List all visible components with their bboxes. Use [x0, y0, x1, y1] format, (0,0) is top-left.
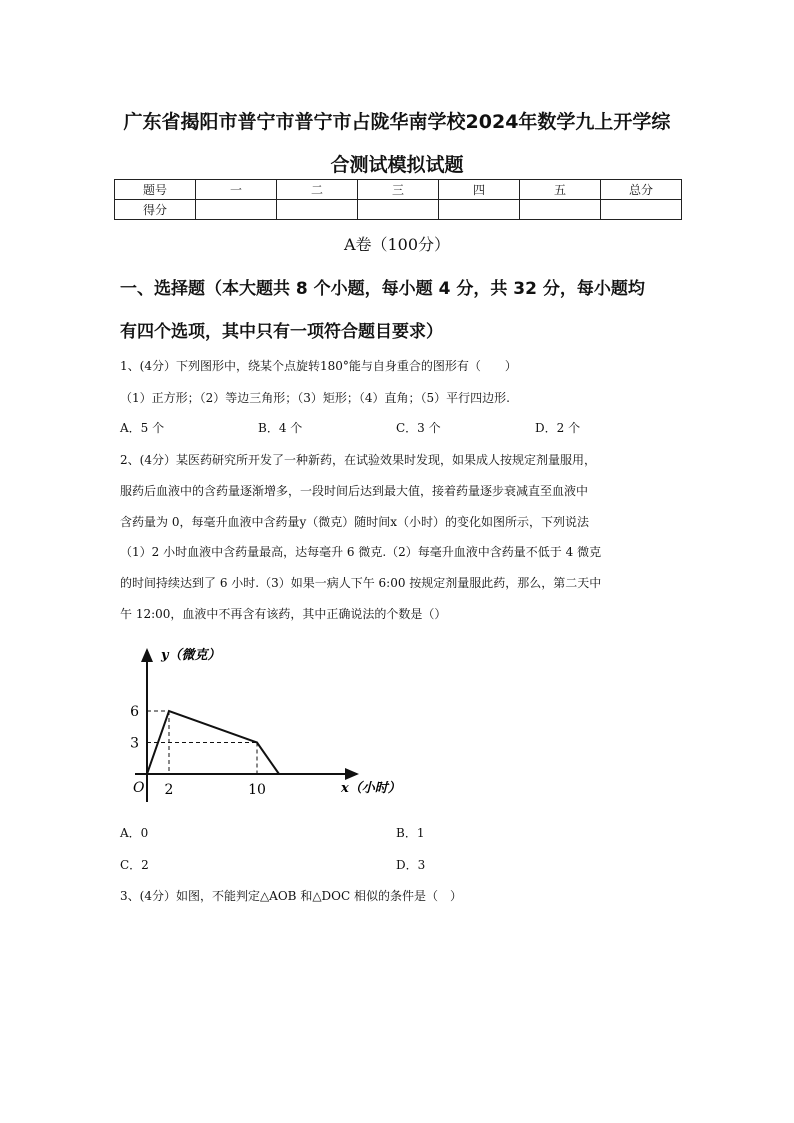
y-axis-label: y（微克）	[161, 648, 221, 663]
q2-line: 的时间持续达到了 6 小时.（3）如果一病人下午 6:00 按规定剂量服此药，那么，第二天中	[120, 576, 602, 590]
q1-option-d: D．2 个	[535, 421, 581, 435]
document-title-line1: 广东省揭阳市普宁市普宁市占陇华南学校2024年数学九上开学综	[123, 111, 671, 133]
q1-items: （1）正方形；（2）等边三角形；（3）矩形；（4）直角；（5）平行四边形.	[120, 391, 510, 405]
q2-option-d: D．3	[396, 858, 426, 872]
q1-option-b: B．4 个	[258, 421, 303, 435]
origin-label: O	[133, 780, 145, 796]
score-table-header-cell: 四	[439, 180, 520, 200]
y-tick-label: 3	[130, 735, 139, 752]
score-table-header-cell: 总分	[601, 180, 682, 200]
score-cell	[439, 200, 520, 220]
q1-stem: 1、(4分）下列图形中，绕某个点旋转180°能与自身重合的图形有（ ）	[120, 359, 517, 373]
score-table-header-cell: 二	[277, 180, 358, 200]
dose-time-graph	[125, 642, 425, 812]
score-table	[114, 179, 682, 220]
section-heading-line2: 有四个选项，其中只有一项符合题目要求）	[120, 322, 443, 342]
score-cell	[358, 200, 439, 220]
y-tick-label: 6	[130, 704, 139, 720]
q2-line: 2、(4分）某医药研究所开发了一种新药，在试验效果时发现，如果成人按规定剂量服用，	[120, 453, 596, 467]
section-heading-line1: 一、选择题（本大题共 8 个小题，每小题 4 分，共 32 分，每小题均	[120, 279, 645, 299]
score-cell	[601, 200, 682, 220]
score-table-header-cell: 题号	[115, 180, 196, 200]
x-tick-label: 10	[248, 782, 266, 798]
q1-option-a: A．5 个	[120, 421, 165, 435]
x-axis-label: x（小时）	[341, 781, 401, 796]
q2-option-c: C．2	[120, 858, 149, 872]
score-table-header-cell: 一	[196, 180, 277, 200]
volume-title: A卷（100分）	[343, 235, 451, 254]
score-table-header-row	[115, 180, 682, 200]
score-cell	[520, 200, 601, 220]
score-cell	[277, 200, 358, 220]
score-table-header-cell: 五	[520, 180, 601, 200]
document-title-line2: 合测试模拟试题	[330, 154, 464, 176]
q2-line: 服药后血液中的含药量逐渐增多，一段时间后达到最大值，接着药量逐步衰减直至血液中	[120, 484, 589, 498]
score-cell	[196, 200, 277, 220]
q1-option-c: C．3 个	[396, 421, 441, 435]
score-table-row-label: 得分	[115, 200, 196, 220]
q2-line: （1）2 小时血液中含药量最高，达每毫升 6 微克.（2）每毫升血液中含药量不低于 4 微克	[120, 545, 602, 559]
q3-stem: 3、(4分）如图，不能判定△AOB 和△DOC 相似的条件是（ ）	[120, 889, 463, 903]
q2-line: 含药量为 0，每毫升血液中含药量y（微克）随时间x（小时）的变化如图所示，下列说法	[120, 515, 589, 529]
score-table-header-cell: 三	[358, 180, 439, 200]
score-table-score-row	[115, 200, 682, 220]
q2-option-a: A．0	[120, 826, 149, 840]
x-tick-label: 2	[164, 782, 174, 798]
q2-option-b: B．1	[396, 826, 425, 840]
q2-line: 午 12:00，血液中不再含有该药，其中正确说法的个数是（）	[120, 607, 447, 621]
